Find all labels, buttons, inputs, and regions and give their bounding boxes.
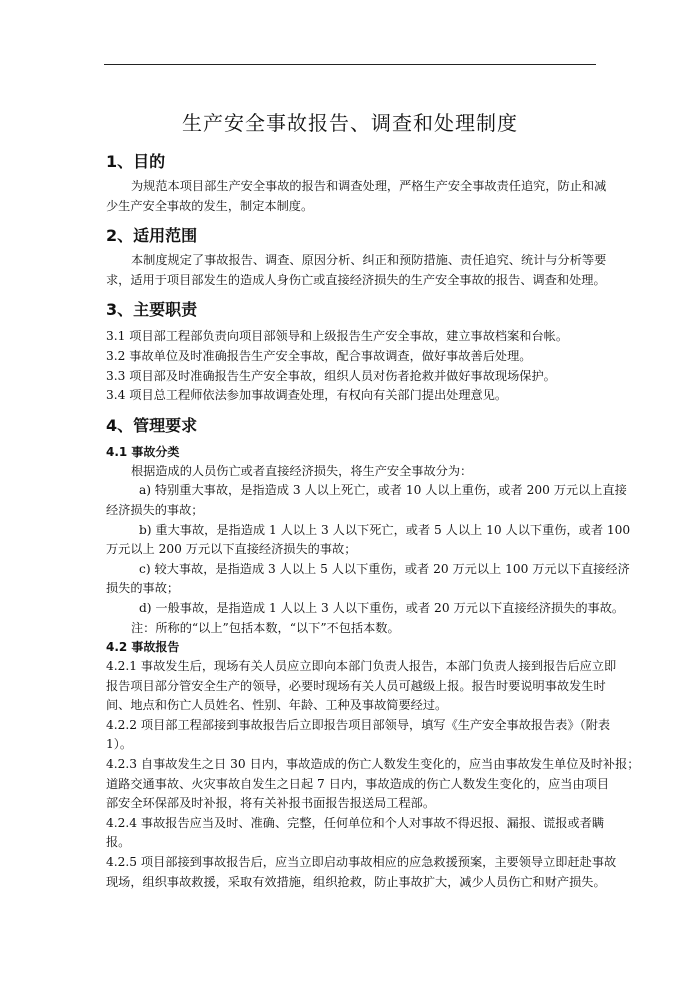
subsection-heading-classification: 4.1 事故分类 (106, 444, 180, 459)
document-page (106, 105, 640, 892)
paragraph-line: 4.2.3 自事故发生之日 30 日内，事故造成的伤亡人数发生变化的，应当由事故发生单位及时补报； (106, 757, 640, 772)
paragraph-line: 报告项目部分管安全生产的领导，必要时现场有关人员可越级上报。报告时要说明事故发生时 (106, 678, 606, 693)
list-item: 3.2 事故单位及时准确报告生产安全事故，配合事故调查，做好事故善后处理。 (106, 348, 532, 363)
paragraph-line: 4.2.4 事故报告应当及时、准确、完整，任何单位和个人对事故不得迟报、漏报、谎报或者瞒 (106, 815, 605, 830)
paragraph-line: 万元以上 200 万元以下直接经济损失的事故； (106, 542, 357, 557)
paragraph-line: 本制度规定了事故报告、调查、原因分析、纠正和预防措施、责任追究、统计与分析等要 (131, 253, 607, 268)
paragraph-line: 现场，组织事故救援，采取有效措施，组织抢救，防止事故扩大，减少人员伤亡和财产损失。 (106, 874, 606, 889)
section-heading-management: 4、管理要求 (106, 415, 198, 435)
paragraph-line: 根据造成的人员伤亡或者直接经济损失，将生产安全事故分为： (131, 463, 473, 478)
section-heading-responsibilities: 3、主要职责 (106, 300, 198, 320)
list-item: 3.3 项目部及时准确报告生产安全事故，组织人员对伤者抢救并做好事故现场保护。 (106, 368, 556, 383)
paragraph-line: 求，适用于项目部发生的造成人身伤亡或直接经济损失的生产安全事故的报告、调查和处理。 (106, 272, 606, 287)
paragraph-line: 道路交通事故、火灾事故自发生之日起 7 日内，事故造成的伤亡人数发生变化的，应当由项目 (106, 776, 610, 791)
section-heading-purpose: 1、目的 (106, 152, 166, 171)
list-item: 3.4 项目总工程师依法参加事故调查处理，有权向有关部门提出处理意见。 (106, 388, 508, 403)
paragraph-line: 部安全环保部及时补报，将有关补报书面报告报送局工程部。 (106, 796, 436, 811)
paragraph-line: 间、地点和伤亡人员姓名、性别、年龄、工种及事故简要经过。 (106, 698, 448, 713)
paragraph-line: 4.2.2 项目部工程部接到事故报告后立即报告项目部领导，填写《生产安全事故报告表》（附表 (106, 717, 611, 732)
paragraph-line: 报。 (106, 835, 131, 850)
paragraph-line: 1）。 (106, 737, 133, 752)
paragraph-line: 经济损失的事故； (106, 502, 204, 517)
paragraph-line: 为规范本项目部生产安全事故的报告和调查处理，严格生产安全事故责任追究，防止和减 (131, 179, 607, 193)
paragraph-line: 4.2.1 事故发生后，现场有关人员应立即向本部门负责人报告，本部门负责人接到报告后应立即 (106, 659, 617, 674)
paragraph-line: 少生产安全事故的发生，制定本制度。 (106, 198, 314, 213)
paragraph-line: 4.2.5 项目部接到事故报告后，应当立即启动事故相应的应急救援预案，主要领导立即赶赴事故 (106, 855, 617, 870)
paragraph-line: c) 较大事故，是指造成 3 人以上 5 人以下重伤，或者 20 万元以上 100 万元以下直接经济 (139, 561, 630, 576)
document-title: 生产安全事故报告、调查和处理制度 (182, 111, 518, 135)
header-rule (104, 64, 596, 65)
subsection-heading-reporting: 4.2 事故报告 (106, 640, 180, 655)
list-item: 3.1 项目部工程部负责向项目部领导和上级报告生产安全事故，建立事故档案和台帐。 (106, 329, 569, 344)
paragraph-line: a) 特别重大事故，是指造成 3 人以上死亡，或者 10 人以上重伤，或者 200 万元以上直接 (139, 483, 627, 498)
paragraph-line: 损失的事故； (106, 581, 180, 596)
paragraph-line: d) 一般事故，是指造成 1 人以上 3 人以下重伤，或者 20 万元以下直接经济损失的事故。 (139, 600, 625, 615)
note-line: 注：所称的“以上”包括本数，“以下”不包括本数。 (131, 620, 400, 635)
paragraph-line: b) 重大事故，是指造成 1 人以上 3 人以下死亡，或者 5 人以上 10 人以下重伤，或者 100 (139, 522, 631, 537)
section-heading-scope: 2、适用范围 (106, 226, 198, 246)
